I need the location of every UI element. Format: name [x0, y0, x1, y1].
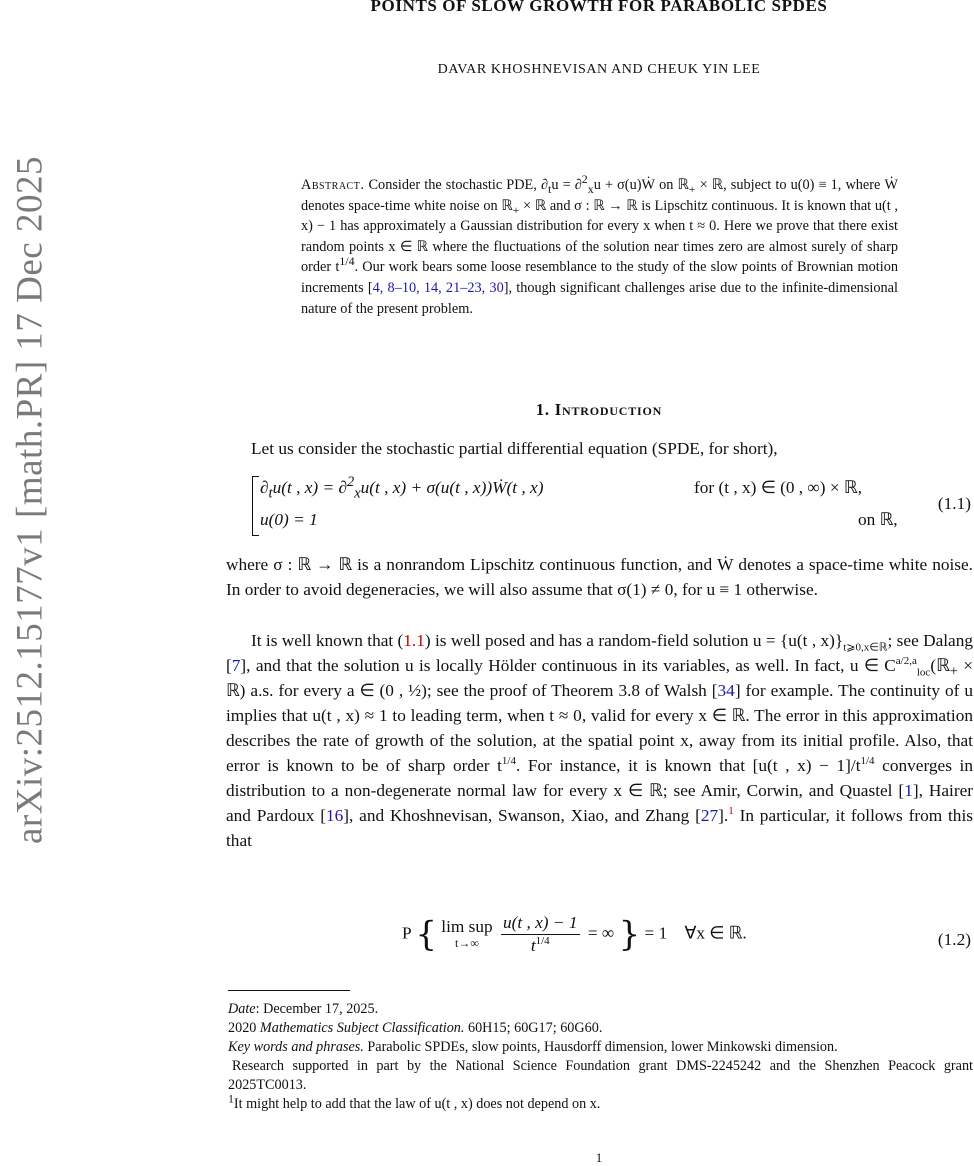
para-sup: 1/4	[860, 755, 875, 768]
paper-authors: DAVAR KHOSHNEVISAN AND CHEUK YIN LEE	[437, 62, 761, 77]
equation-1-2	[226, 912, 973, 972]
equation-1-condition-1: for (t , x) ∈ (0 , ∞) × ℝ,	[694, 478, 862, 497]
fn-value: 60H15; 60G17; 60G60.	[464, 1020, 603, 1036]
fn-label: Date	[228, 1001, 256, 1017]
paragraph-1: where σ : ℝ → ℝ is a nonrandom Lipschitz continuous function, and Ẇ denotes a space-time white noise. In order to avoid degeneracies, we will also assume that σ(1) ≠ 0, for u ≡ 1 otherwise.	[226, 555, 973, 599]
footnote-mark-link[interactable]: 1	[728, 805, 734, 818]
section-heading	[226, 400, 972, 420]
eq-rhs: = ∞	[587, 923, 615, 943]
abstract-text: × ℝ and σ : ℝ → ℝ is Lipschitz continuous. It is known that u(t , x) − 1 has approximately a Gaussian distribution for every x when t ≈ 0. Here we prove that there exist random points x ∈ ℝ where the fluctuations of the solution near times zero are almost surely of sharp order t	[301, 197, 898, 276]
eq-tail: = 1 ∀x ∈ ℝ.	[644, 923, 747, 943]
limsup-sub: t→∞	[455, 935, 479, 950]
eq-sup: 2	[347, 474, 355, 491]
para-sub: +	[949, 663, 958, 680]
page-number: 1	[595, 1150, 603, 1165]
para-text: ] for example. The continuity of u implies that u(t , x) ≈ 1 to leading term, when t ≈ 0, valid for every x ∈ ℝ. The error in this approximation describes the rate of growth of the solution, at the spatial point x, away from its initial profile. Also, that error is known to be of sharp order t	[226, 681, 973, 775]
limsup-text: lim sup	[441, 916, 493, 936]
para-text: It is well known that (	[251, 631, 404, 650]
fn-prefix: 2020	[228, 1020, 260, 1036]
fn-value: : December 17, 2025.	[255, 1001, 379, 1017]
right-brace: }	[618, 914, 641, 955]
fn-mark: 1	[228, 1091, 234, 1106]
equation-1-1	[226, 476, 973, 536]
abstract-label: Abstract.	[301, 177, 365, 193]
section-title: Introduction	[554, 400, 663, 419]
eq-text: u(0) = 1	[260, 510, 318, 529]
equation-1-condition-2: on ℝ,	[858, 510, 898, 529]
eq-text: u(t , x) = ∂	[272, 478, 347, 497]
equation-1-2-body	[402, 912, 747, 957]
footnote-keywords	[228, 1038, 973, 1057]
citation-link[interactable]: 34	[717, 681, 735, 700]
abstract-text: × ℝ, subject to u(0) ≡ 1, where Ẇ denotes space-time white noise on ℝ	[301, 177, 898, 214]
equation-1-label: (1.1)	[937, 494, 971, 513]
citation-link[interactable]: 1	[904, 781, 913, 800]
eq-sub: x	[354, 485, 361, 502]
abstract-text: u + σ(u)Ẇ on ℝ	[593, 177, 689, 193]
para-sup: 1/4	[501, 755, 516, 768]
citation-link[interactable]: 7	[231, 656, 241, 675]
eq-prob: P	[402, 923, 411, 943]
para-text: ; see Dalang [	[226, 631, 973, 675]
abstract-sub: +	[688, 181, 696, 196]
citation-link[interactable]: 16	[325, 806, 344, 825]
section-number: 1.	[535, 400, 550, 419]
para-text: ], Hairer and Pardoux [	[226, 781, 973, 825]
para-text: ].	[718, 806, 729, 825]
abstract-text: ], though significant challenges arise due to the infinite-dimensional nature of the present problem.	[301, 279, 898, 317]
para-text: ) is well posed and has a random-field solution u = {u(t , x)}	[424, 631, 844, 650]
fn-label: Mathematics Subject Classification.	[259, 1020, 465, 1036]
para-text: converges in distribution to a non-degenerate normal law for every x ∈ ℝ; see Amir, Corwin, and Quastel [	[226, 756, 973, 800]
equation-1-line-2	[260, 510, 318, 530]
abstract-text: u = ∂	[551, 177, 582, 193]
eq-text: ∂	[260, 478, 269, 497]
den-sup: 1/4	[535, 935, 550, 948]
equation-ref-link[interactable]: 1.1	[403, 631, 425, 650]
footnote-date	[228, 1000, 973, 1019]
fn-text: It might help to add that the law of u(t , x) does not depend on x.	[233, 1096, 601, 1112]
para-sub: t⩾0,x∈ℝ	[843, 641, 888, 654]
left-brace: {	[415, 914, 437, 955]
fn-label: Key words and phrases.	[228, 1039, 364, 1055]
footnote-rule	[228, 990, 350, 991]
footnote-msc	[228, 1019, 973, 1038]
footnote-research: Research supported in part by the National Science Foundation grant DMS-2245242 and the Shenzhen Peacock grant 2025TC0013.	[228, 1058, 973, 1093]
paragraph-2	[226, 628, 973, 853]
fn-value: Parabolic SPDEs, slow points, Hausdorff dimension, lower Minkowski dimension.	[363, 1039, 838, 1055]
equation-bracket	[252, 476, 259, 536]
paper-title: POINTS OF SLOW GROWTH FOR PARABOLIC SPDES	[370, 0, 828, 15]
fraction	[501, 912, 580, 957]
abstract-sub: x	[587, 181, 594, 196]
arxiv-identifier[interactable]: arXiv:2512.15177v1 [math.PR] 17 Dec 2025	[9, 156, 51, 844]
para-text: ], and Khoshnevisan, Swanson, Xiao, and Zhang [	[343, 806, 701, 825]
abstract-sup: 2	[581, 172, 588, 187]
abstract-sub: t	[548, 181, 552, 196]
arxiv-identifier-margin	[0, 0, 60, 1165]
para-text: ], and that the solution u is locally Hölder continuous in its variables, as well. In fact, u ∈ C	[240, 656, 896, 675]
para-text: × ℝ) a.s. for every a ∈ (0 , ½); see the proof of Theorem 3.8 of Walsh [	[226, 656, 973, 700]
fraction-numerator: u(t , x) − 1	[501, 912, 580, 935]
footnote-1	[228, 1091, 973, 1114]
abstract-citations-link[interactable]: 4, 8–10, 14, 21–23, 30	[372, 279, 504, 296]
fraction-denominator	[501, 935, 580, 957]
para-sup: a/2,a	[895, 655, 917, 668]
intro-sentence: Let us consider the stochastic partial differential equation (SPDE, for short),	[251, 439, 778, 458]
para-sub: loc	[916, 666, 931, 679]
para-text: In particular, it follows from this that	[226, 806, 973, 850]
para-text: . For instance, it is known that [u(t , x) − 1]/t	[515, 756, 861, 775]
eq-sub: t	[268, 485, 273, 502]
limsup-operator	[441, 916, 493, 951]
footnotes	[228, 1000, 973, 1114]
para-text: (ℝ	[930, 656, 950, 675]
abstract-text: . Our work bears some loose resemblance to the study of the slow points of Brownian motion increments [	[301, 259, 898, 296]
equation-1-2-label: (1.2)	[937, 930, 971, 949]
abstract-sup: 1/4	[339, 254, 355, 269]
citation-link[interactable]: 27	[700, 806, 719, 825]
eq-text: u(t , x) + σ(u(t , x))Ẇ(t , x)	[360, 478, 544, 497]
abstract-sub: +	[512, 202, 520, 217]
den-base: t	[530, 936, 536, 955]
equation-1-line-1	[260, 474, 544, 502]
abstract	[301, 172, 898, 319]
abstract-text: Consider the stochastic PDE, ∂	[364, 177, 549, 193]
